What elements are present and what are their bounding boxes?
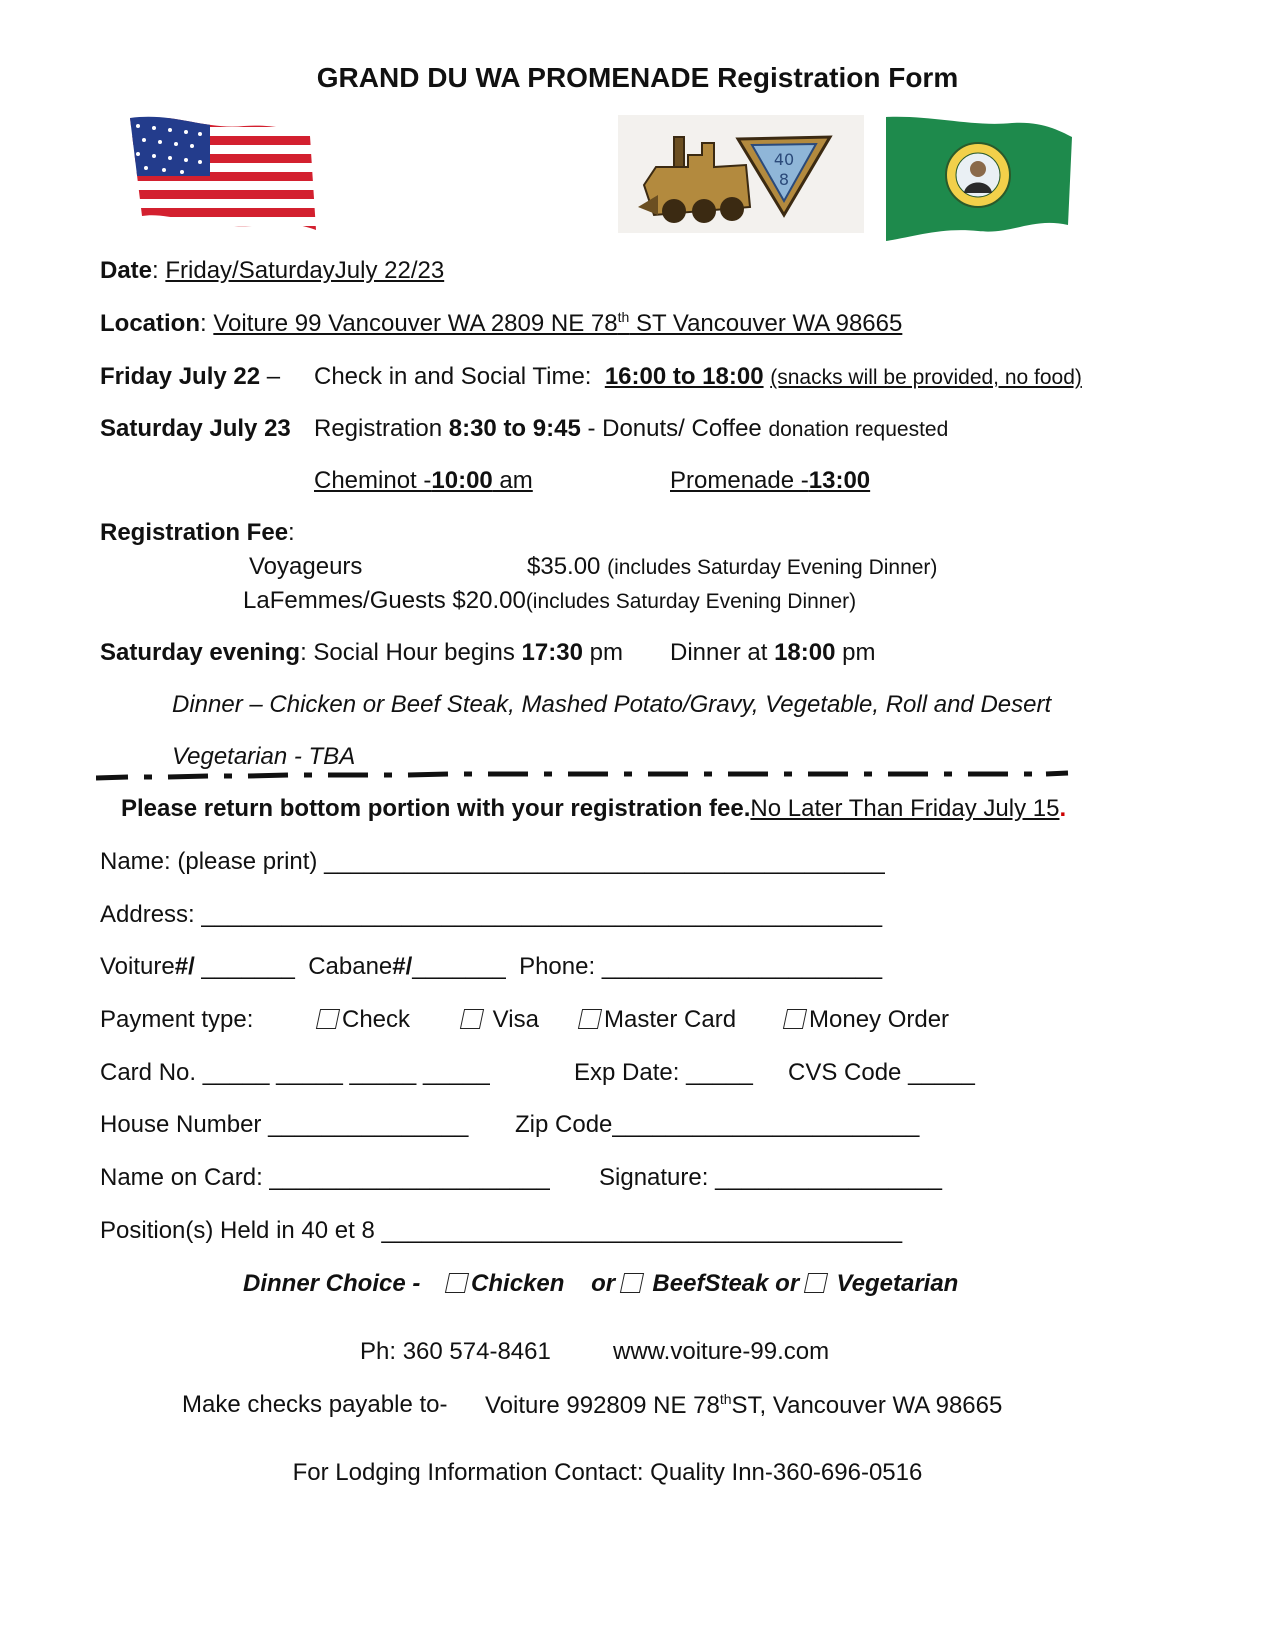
moneyorder-checkbox[interactable]	[783, 1009, 807, 1029]
chicken-checkbox[interactable]	[445, 1273, 469, 1293]
evening-label: Saturday evening	[100, 639, 301, 666]
exp-field[interactable]: _____	[686, 1059, 753, 1086]
house-field[interactable]: _______________	[268, 1111, 469, 1138]
payment-moneyorder-option[interactable]	[785, 1006, 949, 1034]
address-label: Address:	[100, 901, 195, 928]
signature-label: Signature:	[599, 1164, 709, 1191]
friday-detail	[314, 363, 1082, 391]
friday-note: (snacks will be provided, no food)	[770, 366, 1082, 389]
exp-label: Exp Date:	[574, 1059, 680, 1086]
signature-row	[599, 1164, 942, 1192]
address-field[interactable]: ___________________________________________________	[201, 901, 883, 928]
name-field[interactable]: __________________________________________	[324, 848, 885, 875]
house-row	[100, 1111, 468, 1139]
zip-field[interactable]: _______________________	[612, 1111, 920, 1138]
beefsteak-label: BeefSteak	[652, 1270, 769, 1297]
checks-address-city: ST, Vancouver WA 98665	[731, 1392, 1003, 1419]
contact-phone: Ph: 360 574-8461	[360, 1338, 551, 1365]
vegetarian-label: Vegetarian	[836, 1270, 959, 1297]
contact-website[interactable]: www.voiture-99.com	[613, 1338, 830, 1365]
payment-visa-option[interactable]	[462, 1006, 539, 1034]
checks-payable-address	[485, 1391, 1002, 1420]
friday-label: Friday July 22	[100, 363, 261, 390]
location-label: Location	[100, 310, 200, 337]
address-field-row	[100, 901, 882, 929]
dinner-choice-row	[243, 1270, 958, 1298]
page-title: GRAND DU WA PROMENADE Registration Form	[316, 62, 959, 93]
cheminot-hour: 10:00	[431, 467, 493, 494]
voiture-field[interactable]: _______	[201, 953, 295, 980]
position-label: Position(s) Held in 40 et 8	[100, 1217, 375, 1244]
or-text: or	[775, 1270, 800, 1297]
cvs-field[interactable]: _____	[908, 1059, 975, 1086]
guests-price: $20.00	[452, 587, 526, 614]
name-field-row	[100, 848, 885, 876]
logo-number-bottom: 8	[778, 170, 790, 189]
cabane-hash: #/	[392, 953, 413, 980]
logo-number-top: 40	[773, 150, 795, 169]
card-row	[100, 1059, 490, 1087]
cheminot-label: Cheminot -	[314, 467, 432, 494]
name-label: Name: (please print)	[100, 848, 318, 875]
dinner-vegetarian-option[interactable]	[806, 1270, 959, 1297]
beefsteak-checkbox[interactable]	[620, 1273, 644, 1293]
cvs-label: CVS Code	[788, 1059, 902, 1086]
card-number-field[interactable]: _____ _____ _____ _____	[202, 1059, 490, 1086]
return-text: Please return bottom portion with your registration fee.	[121, 795, 751, 822]
sat-reg-tail: - Donuts/ Coffee	[580, 415, 762, 442]
location-row: Location: Voiture 99 Vancouver WA 2809 NE 78th ST Vancouver WA 98665	[100, 309, 903, 337]
checks-address-sup: th	[719, 1391, 732, 1407]
vegetarian-checkbox[interactable]	[804, 1273, 828, 1293]
dinner-choice-label: Dinner Choice -	[243, 1270, 421, 1297]
voyageurs-fee	[527, 553, 937, 581]
social-time: 17:30	[521, 639, 583, 666]
social-pm: pm	[582, 639, 623, 666]
or-text: or	[591, 1270, 616, 1297]
guests-label: LaFemmes/Guests	[243, 587, 446, 614]
location-sup: th	[617, 309, 630, 325]
cabane-label: Cabane	[308, 953, 393, 980]
dinner-pm: pm	[835, 639, 876, 666]
vegetarian-note: Vegetarian - TBA	[172, 743, 356, 770]
deadline-dot: .	[1059, 795, 1067, 822]
guests-fee	[243, 587, 856, 615]
phone-label: Phone:	[519, 953, 596, 980]
mastercard-checkbox[interactable]	[578, 1009, 602, 1029]
phone-field[interactable]: _____________________	[601, 953, 883, 980]
zip-row	[515, 1111, 919, 1139]
friday-label-row	[100, 363, 280, 391]
name-card-field[interactable]: _____________________	[269, 1164, 550, 1191]
sat-reg-time: 8:30 to 9:45	[448, 415, 581, 442]
promenade-label: Promenade -	[670, 467, 809, 494]
dinner-menu: Dinner – Chicken or Beef Steak, Mashed Potato/Gravy, Vegetable, Roll and Desert	[172, 691, 1052, 718]
payment-moneyorder-label: Money Order	[809, 1006, 950, 1033]
voiture-label: Voiture	[100, 953, 175, 980]
sat-reg-text: Registration	[314, 415, 443, 442]
location-value	[213, 310, 902, 337]
saturday-detail	[314, 415, 948, 443]
checks-payable-label: Make checks payable to-	[182, 1391, 448, 1418]
position-row	[100, 1217, 902, 1245]
40-et-8-logo-icon	[618, 115, 864, 233]
washington-flag-icon	[882, 113, 1076, 243]
saturday-label: Saturday July 23	[100, 415, 291, 442]
cut-line-divider	[96, 770, 1070, 782]
checks-address-street: Voiture 992809 NE 78	[485, 1392, 720, 1419]
us-flag-icon	[124, 112, 318, 236]
date-row: Date: Friday/SaturdayJuly 22/23	[100, 257, 445, 284]
dinner-beefsteak-option[interactable]	[622, 1270, 769, 1297]
voyageurs-price: $35.00	[527, 553, 601, 580]
voyageurs-label: Voyageurs	[249, 553, 363, 580]
friday-dash: –	[260, 363, 281, 390]
cvs-row	[788, 1059, 975, 1087]
cheminot-ampm: am	[492, 467, 533, 494]
payment-check-option[interactable]	[318, 1006, 410, 1034]
voiture-hash: #/	[174, 953, 195, 980]
position-field[interactable]: _______________________________________	[381, 1217, 903, 1244]
dinner-text: Dinner at	[670, 639, 768, 666]
fee-heading: Registration Fee:	[100, 519, 295, 546]
dinner-time-row	[670, 639, 875, 667]
return-instructions	[121, 795, 1066, 823]
chicken-label: Chicken	[471, 1270, 565, 1297]
dinner-chicken-option[interactable]	[447, 1270, 564, 1297]
location-address: Voiture 99 Vancouver WA 2809 NE 78	[213, 310, 618, 337]
location-city: ST Vancouver WA 98665	[629, 310, 903, 337]
deadline: No Later Than Friday July 15	[750, 795, 1060, 822]
card-label: Card No.	[100, 1059, 197, 1086]
name-card-label: Name on Card:	[100, 1164, 263, 1191]
voiture-row	[100, 953, 882, 981]
check-checkbox[interactable]	[316, 1009, 340, 1029]
payment-check-label: Check	[342, 1006, 411, 1033]
promenade-hour: 13:00	[808, 467, 871, 494]
date-value: Friday/SaturdayJuly 22/23	[165, 257, 445, 284]
visa-checkbox[interactable]	[460, 1009, 484, 1029]
zip-label: Zip Code	[515, 1111, 613, 1138]
cabane-field[interactable]: _______	[412, 953, 506, 980]
payment-type-label: Payment type:	[100, 1006, 254, 1033]
exp-row	[574, 1059, 753, 1087]
date-label: Date	[100, 257, 153, 284]
lodging-info: For Lodging Information Contact: Quality Inn-360-696-0516	[292, 1459, 923, 1486]
fee-label: Registration Fee	[100, 519, 289, 546]
guests-note: (includes Saturday Evening Dinner)	[525, 590, 857, 613]
payment-mastercard-label: Master Card	[604, 1006, 737, 1033]
friday-time: 16:00 to 18:00	[604, 363, 764, 390]
name-card-row	[100, 1164, 550, 1192]
payment-mastercard-option[interactable]	[580, 1006, 736, 1034]
cheminot-time	[314, 467, 533, 495]
friday-text: Check in and Social Time:	[314, 363, 592, 390]
promenade-time	[670, 467, 870, 495]
payment-visa-label: Visa	[492, 1006, 539, 1033]
voyageurs-note: (includes Saturday Evening Dinner)	[607, 556, 938, 579]
signature-field[interactable]: _________________	[715, 1164, 942, 1191]
house-label: House Number	[100, 1111, 262, 1138]
social-text: Social Hour begins	[313, 639, 515, 666]
evening-row: Saturday evening: Social Hour begins 17:30 pm	[100, 639, 623, 666]
dinner-time: 18:00	[774, 639, 836, 666]
sat-reg-note: donation requested	[768, 418, 949, 441]
